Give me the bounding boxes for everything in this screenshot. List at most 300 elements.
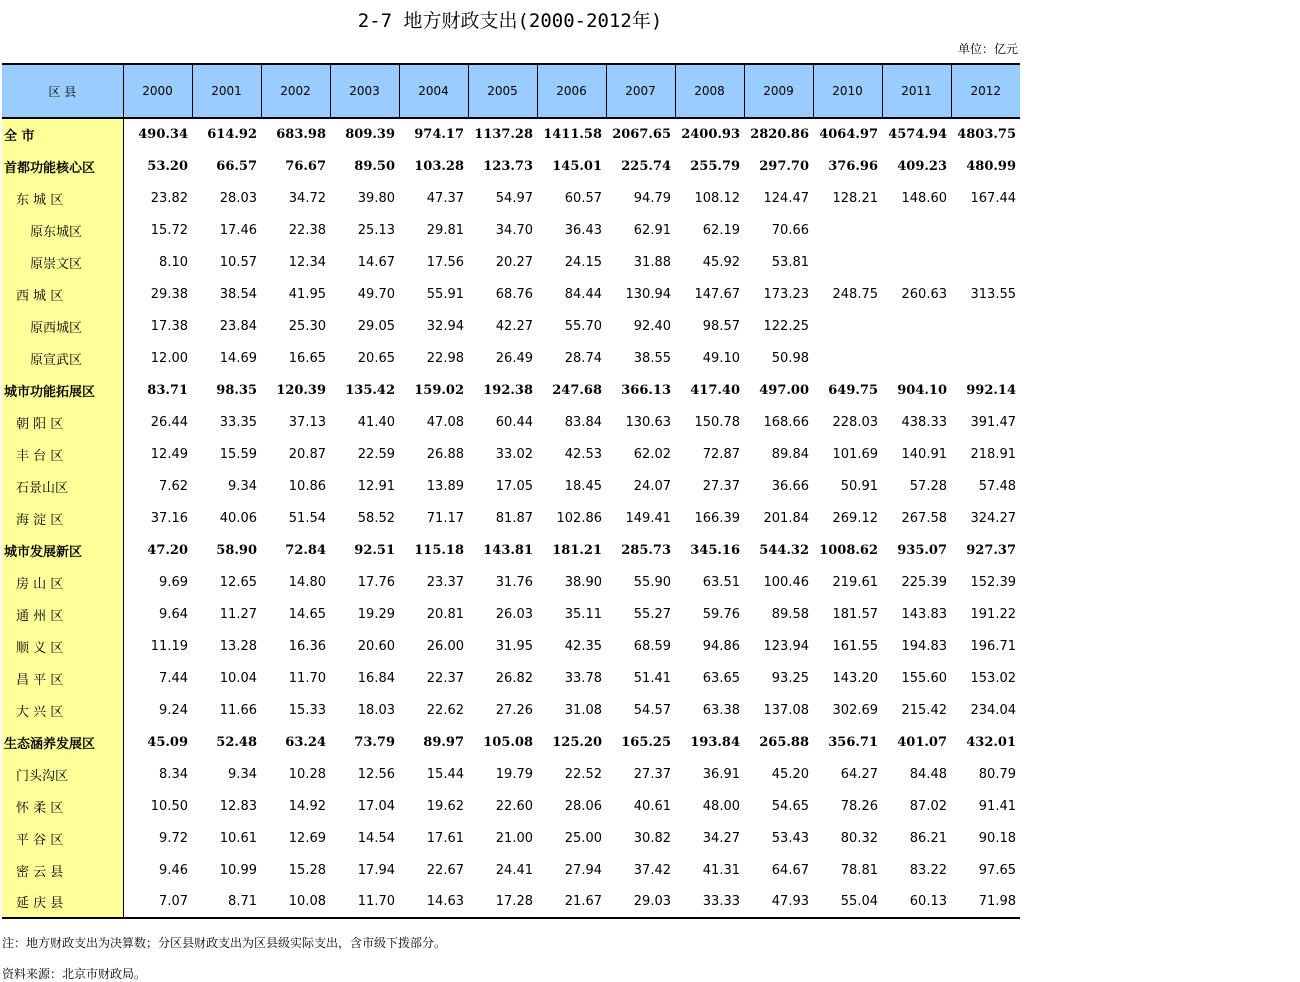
value-cell: 72.87 — [702, 446, 740, 462]
value-cell: 63.38 — [702, 702, 740, 718]
value-cell: 98.57 — [702, 318, 740, 334]
value-cell: 9.24 — [159, 702, 188, 718]
region-group-row — [2, 118, 1020, 150]
value-cell: 80.79 — [978, 766, 1016, 782]
value-cell: 42.27 — [495, 318, 533, 334]
value-cell: 14.92 — [288, 798, 326, 814]
value-cell: 20.60 — [357, 638, 395, 654]
value-cell: 8.34 — [159, 766, 188, 782]
value-cell: 37.16 — [150, 510, 188, 526]
value-cell: 11.70 — [330, 886, 399, 918]
value-cell: 168.66 — [763, 414, 809, 430]
value-cell: 60.44 — [495, 414, 533, 430]
value-cell: 255.79 — [690, 158, 740, 174]
value-cell: 122.25 — [763, 318, 809, 334]
value-cell: 432.01 — [966, 734, 1016, 750]
value-cell: 34.72 — [288, 190, 326, 206]
value-cell: 58.90 — [216, 542, 257, 558]
value-cell: 26.49 — [495, 350, 533, 366]
table-row — [2, 854, 1020, 886]
value-cell: 9.72 — [159, 830, 188, 846]
value-cell: 7.62 — [159, 478, 188, 494]
value-cell: 10.61 — [219, 830, 257, 846]
value-cell: 9.69 — [159, 574, 188, 590]
region-group-row — [2, 534, 1020, 566]
value-cell: 38.54 — [219, 286, 257, 302]
value-cell: 19.29 — [357, 606, 395, 622]
value-cell: 17.56 — [426, 254, 464, 270]
value-cell: 130.63 — [625, 414, 671, 430]
value-cell: 14.65 — [288, 606, 326, 622]
value-cell: 2400.93 — [681, 127, 740, 142]
value-cell: 165.25 — [621, 734, 671, 750]
value-cell: 33.78 — [564, 670, 602, 686]
table-row — [2, 246, 1020, 278]
table-row — [2, 438, 1020, 470]
value-cell: 47.08 — [426, 414, 464, 430]
value-cell: 11.70 — [288, 670, 326, 686]
value-cell: 103.28 — [414, 158, 464, 174]
value-cell: 72.84 — [285, 542, 326, 558]
value-cell: 20.27 — [495, 254, 533, 270]
value-cell: 24.41 — [495, 862, 533, 878]
value-cell: 10.50 — [150, 798, 188, 814]
value-cell: 94.86 — [702, 638, 740, 654]
value-cell: 24.07 — [633, 478, 671, 494]
table-row — [2, 310, 1020, 342]
value-cell: 70.66 — [771, 222, 809, 238]
value-cell — [951, 246, 1020, 278]
value-cell: 13.89 — [426, 478, 464, 494]
value-cell: 17.76 — [357, 574, 395, 590]
value-cell: 218.91 — [970, 446, 1016, 462]
value-cell: 94.79 — [633, 190, 671, 206]
value-cell: 181.21 — [552, 542, 602, 558]
value-cell: 2067.65 — [612, 127, 671, 142]
value-cell: 60.57 — [564, 190, 602, 206]
table-row — [2, 758, 1020, 790]
value-cell — [882, 214, 951, 246]
value-cell: 11.27 — [219, 606, 257, 622]
value-cell: 9.64 — [159, 606, 188, 622]
value-cell: 123.73 — [483, 158, 533, 174]
value-cell: 12.83 — [219, 798, 257, 814]
region-name-cell: 海 淀 区 — [2, 502, 123, 534]
value-cell: 36.43 — [564, 222, 602, 238]
value-cell: 78.26 — [840, 798, 878, 814]
value-cell: 16.65 — [288, 350, 326, 366]
value-cell: 10.57 — [219, 254, 257, 270]
value-cell: 41.95 — [288, 286, 326, 302]
value-cell: 1008.62 — [819, 542, 878, 558]
value-cell: 130.94 — [625, 286, 671, 302]
value-cell: 4803.75 — [957, 127, 1016, 142]
value-cell: 135.42 — [345, 382, 395, 398]
value-cell: 149.41 — [625, 510, 671, 526]
value-cell — [813, 246, 882, 278]
value-cell: 25.00 — [564, 830, 602, 846]
region-name-cell: 原崇文区 — [2, 246, 123, 278]
value-cell: 417.40 — [690, 382, 740, 398]
value-cell: 62.19 — [702, 222, 740, 238]
value-cell: 108.12 — [694, 190, 740, 206]
year-column-header: 2002 — [261, 64, 330, 118]
value-cell: 84.48 — [909, 766, 947, 782]
value-cell: 13.28 — [219, 638, 257, 654]
value-cell: 191.22 — [970, 606, 1016, 622]
value-cell — [951, 214, 1020, 246]
region-name-cell: 大 兴 区 — [2, 694, 123, 726]
region-name-cell: 城市功能拓展区 — [2, 374, 123, 406]
value-cell: 31.88 — [633, 254, 671, 270]
value-cell: 194.83 — [901, 638, 947, 654]
year-column-header: 2005 — [468, 64, 537, 118]
value-cell: 41.40 — [357, 414, 395, 430]
value-cell: 173.23 — [763, 286, 809, 302]
value-cell: 992.14 — [966, 382, 1016, 398]
value-cell: 4574.94 — [888, 127, 947, 142]
value-cell: 53.43 — [771, 830, 809, 846]
region-name-cell: 全 市 — [2, 118, 123, 150]
value-cell: 17.38 — [150, 318, 188, 334]
value-cell: 42.35 — [564, 638, 602, 654]
value-cell: 90.18 — [978, 830, 1016, 846]
value-cell: 313.55 — [970, 286, 1016, 302]
value-cell: 55.90 — [633, 574, 671, 590]
value-cell: 49.10 — [702, 350, 740, 366]
value-cell: 37.13 — [288, 414, 326, 430]
table-row — [2, 598, 1020, 630]
value-cell: 267.58 — [901, 510, 947, 526]
value-cell: 29.03 — [606, 886, 675, 918]
value-cell: 16.36 — [288, 638, 326, 654]
value-cell: 10.08 — [261, 886, 330, 918]
value-cell: 57.28 — [909, 478, 947, 494]
value-cell: 19.79 — [495, 766, 533, 782]
value-cell: 12.91 — [357, 478, 395, 494]
value-cell: 974.17 — [414, 127, 464, 142]
value-cell — [882, 342, 951, 374]
source-note: 资料来源：北京市财政局。 — [2, 967, 147, 981]
region-name-cell: 怀 柔 区 — [2, 790, 123, 822]
value-cell: 93.25 — [771, 670, 809, 686]
value-cell: 9.34 — [228, 766, 257, 782]
value-cell: 167.44 — [970, 190, 1016, 206]
value-cell: 24.15 — [564, 254, 602, 270]
value-cell: 366.13 — [621, 382, 671, 398]
value-cell: 42.53 — [564, 446, 602, 462]
region-column-header: 区 县 — [2, 64, 123, 118]
value-cell: 15.59 — [219, 446, 257, 462]
value-cell: 2820.86 — [750, 127, 809, 142]
value-cell: 137.08 — [763, 702, 809, 718]
value-cell: 62.91 — [633, 222, 671, 238]
region-name-cell: 昌 平 区 — [2, 662, 123, 694]
value-cell: 50.91 — [840, 478, 878, 494]
value-cell: 39.80 — [357, 190, 395, 206]
value-cell: 23.84 — [219, 318, 257, 334]
value-cell: 14.54 — [357, 830, 395, 846]
value-cell: 285.73 — [621, 542, 671, 558]
value-cell: 58.52 — [357, 510, 395, 526]
value-cell: 10.99 — [219, 862, 257, 878]
value-cell: 33.02 — [495, 446, 533, 462]
year-column-header: 2011 — [882, 64, 951, 118]
value-cell: 269.12 — [832, 510, 878, 526]
value-cell: 4064.97 — [819, 127, 878, 142]
table-row — [2, 182, 1020, 214]
table-row — [2, 502, 1020, 534]
table-row — [2, 662, 1020, 694]
unit-label: 单位：亿元 — [957, 42, 1018, 56]
value-cell: 31.76 — [495, 574, 533, 590]
value-cell: 87.02 — [909, 798, 947, 814]
value-cell: 22.37 — [426, 670, 464, 686]
value-cell: 120.39 — [276, 382, 326, 398]
value-cell: 60.13 — [882, 886, 951, 918]
value-cell: 68.76 — [495, 286, 533, 302]
value-cell: 14.69 — [219, 350, 257, 366]
value-cell: 125.20 — [552, 734, 602, 750]
value-cell: 20.81 — [426, 606, 464, 622]
value-cell: 54.65 — [771, 798, 809, 814]
value-cell: 105.08 — [483, 734, 533, 750]
value-cell: 22.38 — [288, 222, 326, 238]
value-cell: 40.61 — [633, 798, 671, 814]
value-cell: 12.00 — [150, 350, 188, 366]
value-cell: 8.71 — [192, 886, 261, 918]
value-cell: 15.44 — [426, 766, 464, 782]
value-cell: 31.08 — [564, 702, 602, 718]
value-cell: 89.50 — [354, 158, 395, 174]
value-cell: 11.66 — [219, 702, 257, 718]
value-cell: 247.68 — [552, 382, 602, 398]
region-name-cell: 西 城 区 — [2, 278, 123, 310]
value-cell: 192.38 — [483, 382, 533, 398]
value-cell: 51.54 — [288, 510, 326, 526]
value-cell: 64.67 — [771, 862, 809, 878]
value-cell: 62.02 — [633, 446, 671, 462]
value-cell: 21.00 — [495, 830, 533, 846]
value-cell: 41.31 — [702, 862, 740, 878]
value-cell: 40.06 — [219, 510, 257, 526]
value-cell: 98.35 — [216, 382, 257, 398]
value-cell: 97.65 — [978, 862, 1016, 878]
value-cell — [813, 342, 882, 374]
value-cell: 29.81 — [426, 222, 464, 238]
value-cell: 23.82 — [150, 190, 188, 206]
value-cell: 54.57 — [633, 702, 671, 718]
value-cell: 143.20 — [832, 670, 878, 686]
region-name-cell: 通 州 区 — [2, 598, 123, 630]
value-cell: 22.62 — [426, 702, 464, 718]
value-cell: 26.88 — [426, 446, 464, 462]
value-cell: 19.62 — [426, 798, 464, 814]
value-cell: 27.37 — [702, 478, 740, 494]
value-cell: 159.02 — [414, 382, 464, 398]
value-cell: 89.58 — [771, 606, 809, 622]
value-cell: 215.42 — [901, 702, 947, 718]
value-cell: 28.74 — [564, 350, 602, 366]
year-column-header: 2001 — [192, 64, 261, 118]
region-name-cell: 城市发展新区 — [2, 534, 123, 566]
value-cell: 26.82 — [495, 670, 533, 686]
value-cell: 27.26 — [495, 702, 533, 718]
value-cell: 123.94 — [763, 638, 809, 654]
value-cell: 51.41 — [633, 670, 671, 686]
value-cell: 15.33 — [288, 702, 326, 718]
value-cell: 45.92 — [702, 254, 740, 270]
value-cell: 166.39 — [694, 510, 740, 526]
table-row — [2, 214, 1020, 246]
value-cell: 219.61 — [832, 574, 878, 590]
value-cell: 22.98 — [426, 350, 464, 366]
table-row — [2, 278, 1020, 310]
value-cell: 66.57 — [216, 158, 257, 174]
value-cell: 84.44 — [564, 286, 602, 302]
year-column-header: 2009 — [744, 64, 813, 118]
value-cell: 124.47 — [763, 190, 809, 206]
region-name-cell: 丰 台 区 — [2, 438, 123, 470]
value-cell: 92.40 — [633, 318, 671, 334]
value-cell: 490.34 — [138, 127, 188, 142]
value-cell: 48.00 — [702, 798, 740, 814]
value-cell: 409.23 — [897, 158, 947, 174]
value-cell: 63.51 — [702, 574, 740, 590]
value-cell: 31.95 — [495, 638, 533, 654]
value-cell: 22.59 — [357, 446, 395, 462]
fiscal-expenditure-table — [2, 63, 1020, 919]
value-cell: 115.18 — [414, 542, 464, 558]
value-cell: 147.67 — [694, 286, 740, 302]
value-cell: 7.44 — [159, 670, 188, 686]
value-cell: 1411.58 — [543, 127, 602, 142]
value-cell: 47.20 — [147, 542, 188, 558]
value-cell: 26.00 — [426, 638, 464, 654]
year-column-header: 2007 — [606, 64, 675, 118]
value-cell: 91.41 — [978, 798, 1016, 814]
value-cell: 63.65 — [702, 670, 740, 686]
value-cell: 544.32 — [759, 542, 809, 558]
value-cell: 34.70 — [495, 222, 533, 238]
value-cell: 86.21 — [909, 830, 947, 846]
value-cell: 17.46 — [219, 222, 257, 238]
value-cell: 55.91 — [426, 286, 464, 302]
value-cell: 143.83 — [901, 606, 947, 622]
value-cell: 14.80 — [288, 574, 326, 590]
value-cell: 140.91 — [901, 446, 947, 462]
value-cell: 260.63 — [901, 286, 947, 302]
value-cell: 81.87 — [495, 510, 533, 526]
value-cell — [813, 310, 882, 342]
year-column-header: 2006 — [537, 64, 606, 118]
value-cell: 28.06 — [564, 798, 602, 814]
value-cell: 614.92 — [207, 127, 257, 142]
value-cell: 25.30 — [288, 318, 326, 334]
value-cell: 47.37 — [426, 190, 464, 206]
value-cell: 29.38 — [150, 286, 188, 302]
value-cell: 53.20 — [147, 158, 188, 174]
value-cell: 83.22 — [909, 862, 947, 878]
value-cell: 927.37 — [966, 542, 1016, 558]
value-cell: 78.81 — [840, 862, 878, 878]
value-cell: 193.84 — [690, 734, 740, 750]
value-cell: 54.97 — [495, 190, 533, 206]
value-cell: 47.93 — [744, 886, 813, 918]
value-cell: 21.67 — [537, 886, 606, 918]
value-cell: 55.70 — [564, 318, 602, 334]
table-row — [2, 822, 1020, 854]
value-cell: 29.05 — [357, 318, 395, 334]
value-cell: 248.75 — [832, 286, 878, 302]
value-cell — [951, 310, 1020, 342]
region-name-cell: 顺 义 区 — [2, 630, 123, 662]
table-row — [2, 342, 1020, 374]
value-cell: 12.65 — [219, 574, 257, 590]
year-column-header: 2000 — [123, 64, 192, 118]
value-cell: 324.27 — [970, 510, 1016, 526]
value-cell: 33.35 — [219, 414, 257, 430]
value-cell: 809.39 — [345, 127, 395, 142]
value-cell: 68.59 — [633, 638, 671, 654]
value-cell: 22.52 — [564, 766, 602, 782]
value-cell: 196.71 — [970, 638, 1016, 654]
value-cell: 16.84 — [357, 670, 395, 686]
value-cell: 438.33 — [901, 414, 947, 430]
table-row — [2, 470, 1020, 502]
value-cell: 152.39 — [970, 574, 1016, 590]
value-cell: 935.07 — [897, 542, 947, 558]
value-cell: 25.13 — [357, 222, 395, 238]
value-cell: 128.21 — [832, 190, 878, 206]
value-cell: 71.17 — [426, 510, 464, 526]
value-cell: 145.01 — [552, 158, 602, 174]
value-cell: 14.67 — [357, 254, 395, 270]
value-cell: 37.42 — [633, 862, 671, 878]
value-cell: 497.00 — [759, 382, 809, 398]
value-cell: 83.71 — [147, 382, 188, 398]
table-header-row — [2, 64, 1020, 118]
value-cell: 80.32 — [840, 830, 878, 846]
value-cell: 345.16 — [690, 542, 740, 558]
year-column-header: 2003 — [330, 64, 399, 118]
value-cell: 18.03 — [357, 702, 395, 718]
value-cell: 55.27 — [633, 606, 671, 622]
value-cell: 1137.28 — [474, 127, 533, 142]
value-cell: 12.69 — [288, 830, 326, 846]
region-group-row — [2, 374, 1020, 406]
value-cell: 15.72 — [150, 222, 188, 238]
value-cell: 45.20 — [771, 766, 809, 782]
region-name-cell: 密 云 县 — [2, 854, 123, 886]
value-cell: 683.98 — [276, 127, 326, 142]
value-cell: 34.27 — [702, 830, 740, 846]
region-name-cell: 平 谷 区 — [2, 822, 123, 854]
region-name-cell: 原东城区 — [2, 214, 123, 246]
value-cell: 153.02 — [970, 670, 1016, 686]
value-cell: 38.55 — [633, 350, 671, 366]
value-cell: 17.94 — [357, 862, 395, 878]
value-cell: 12.49 — [150, 446, 188, 462]
region-name-cell: 首都功能核心区 — [2, 150, 123, 182]
value-cell: 89.84 — [771, 446, 809, 462]
value-cell: 234.04 — [970, 702, 1016, 718]
value-cell: 376.96 — [828, 158, 878, 174]
value-cell: 45.09 — [147, 734, 188, 750]
table-body — [2, 118, 1020, 918]
footnote: 注：地方财政支出为决算数；分区县财政支出为区县级实际支出，含市级下拨部分。 — [2, 936, 447, 950]
value-cell: 64.27 — [840, 766, 878, 782]
